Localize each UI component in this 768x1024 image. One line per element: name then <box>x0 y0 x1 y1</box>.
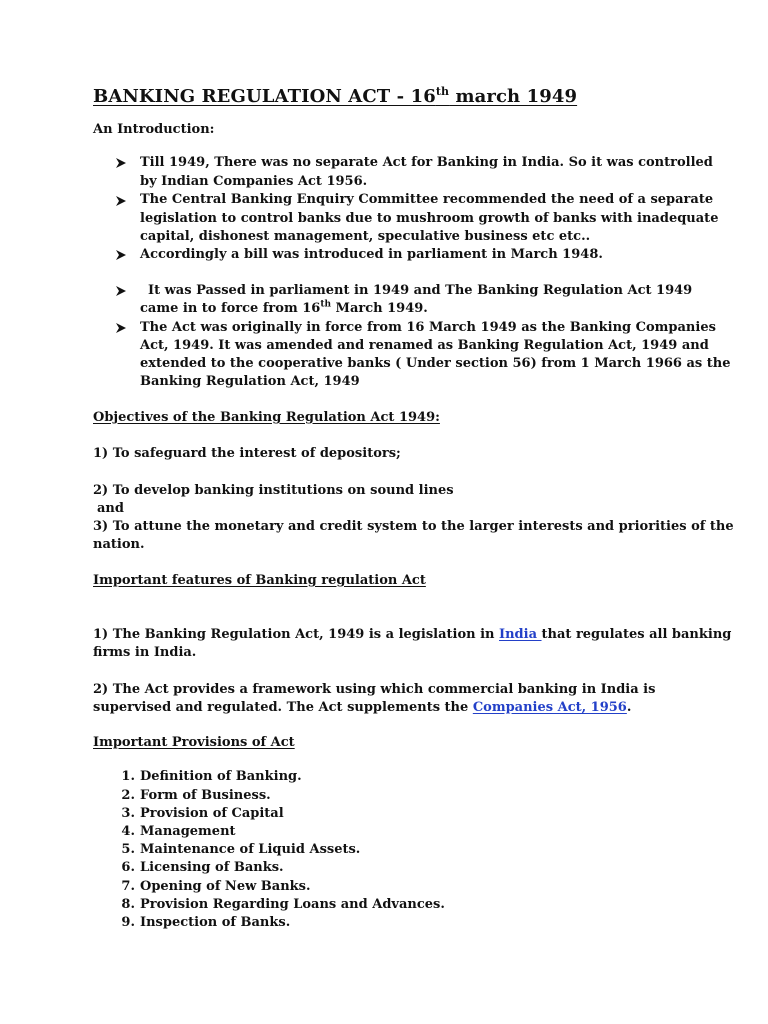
feature-1-line-2: firms in India. <box>93 645 197 660</box>
objective-3-line-1: 3) To attune the monetary and credit system to the larger interests and priorities of the <box>93 519 734 534</box>
provision-item: Definition of Banking. <box>140 769 302 784</box>
document-title <box>93 86 577 107</box>
bullet-5-line-2: Act, 1949. It was amended and renamed as Banking Regulation Act, 1949 and <box>140 338 709 353</box>
india-link[interactable]: India <box>499 627 542 642</box>
provision-number: 9. <box>121 915 135 930</box>
arrowhead-bullet-icon <box>115 195 127 207</box>
bullet-4-superscript: th <box>320 299 332 310</box>
provision-item: Provision of Capital <box>140 806 284 821</box>
provision-number: 3. <box>121 806 135 821</box>
feature-2-post: . <box>626 700 632 715</box>
feature-2-line-1: 2) The Act provides a framework using which commercial banking in India is <box>93 682 656 697</box>
provision-item: Maintenance of Liquid Assets. <box>140 842 361 857</box>
provision-number: 5. <box>121 842 135 857</box>
intro-heading: An Introduction: <box>93 122 215 137</box>
bullet-5-line-3: extended to the cooperative banks ( Under section 56) from 1 March 1966 as the <box>140 356 731 371</box>
provision-number: 4. <box>121 824 135 839</box>
provision-item: Form of Business. <box>140 788 271 803</box>
provision-item: Management <box>140 824 236 839</box>
provision-number: 6. <box>121 860 135 875</box>
provision-item: Provision Regarding Loans and Advances. <box>140 897 445 912</box>
bullet-2-line-1: The Central Banking Enquiry Committee recommended the need of a separate <box>140 192 714 207</box>
bullet-2-line-3: capital, dishonest management, speculative business etc etc.. <box>140 229 591 244</box>
bullet-5-line-1: The Act was originally in force from 16 March 1949 as the Banking Companies <box>140 320 716 335</box>
bullet-2-line-2: legislation to control banks due to mushroom growth of banks with inadequate <box>140 211 719 226</box>
provisions-heading: Important Provisions of Act <box>93 735 295 750</box>
bullet-1-line-2: by Indian Companies Act 1956. <box>140 174 368 189</box>
arrowhead-bullet-icon <box>115 157 127 169</box>
title-superscript: th <box>435 85 450 98</box>
feature-2-pre: supervised and regulated. The Act supplements the <box>93 700 473 715</box>
arrowhead-bullet-icon <box>115 285 127 297</box>
feature-1-post: that regulates all banking <box>541 627 732 642</box>
features-heading: Important features of Banking regulation Act <box>93 573 426 588</box>
bullet-4-line-2-post: March 1949. <box>331 301 428 316</box>
bullet-5-line-4: Banking Regulation Act, 1949 <box>140 374 360 389</box>
feature-2-line-2 <box>93 699 631 717</box>
objective-3-line-2: nation. <box>93 537 145 552</box>
provision-number: 8. <box>121 897 135 912</box>
objective-2: 2) To develop banking institutions on sound lines <box>93 483 454 498</box>
bullet-4-line-1: It was Passed in parliament in 1949 and The Banking Regulation Act 1949 <box>148 283 693 298</box>
provision-item: Inspection of Banks. <box>140 915 291 930</box>
bullet-3-line-1: Accordingly a bill was introduced in parliament in March 1948. <box>140 247 603 262</box>
bullet-4-line-2 <box>140 300 428 318</box>
provision-item: Licensing of Banks. <box>140 860 284 875</box>
feature-1-line-1 <box>93 626 731 644</box>
provision-item: Opening of New Banks. <box>140 879 311 894</box>
objectives-heading: Objectives of the Banking Regulation Act 1949: <box>93 410 440 425</box>
objective-1: 1) To safeguard the interest of depositors; <box>93 446 401 461</box>
feature-1-pre: 1) The Banking Regulation Act, 1949 is a legislation in <box>93 627 500 642</box>
companies-act-link[interactable]: Companies Act, 1956 <box>472 700 627 715</box>
title-tail: march 1949 <box>449 86 578 107</box>
arrowhead-bullet-icon <box>115 249 127 261</box>
objective-2-and: and <box>97 501 124 516</box>
provision-number: 7. <box>121 879 135 894</box>
bullet-4-line-2-pre: came in to force from 16 <box>140 301 321 316</box>
bullet-1-line-1: Till 1949, There was no separate Act for Banking in India. So it was controlled <box>140 155 713 170</box>
provision-number: 2. <box>121 788 135 803</box>
provision-number: 1. <box>121 769 135 784</box>
arrowhead-bullet-icon <box>115 322 127 334</box>
title-main: BANKING REGULATION ACT - 16 <box>93 86 436 107</box>
